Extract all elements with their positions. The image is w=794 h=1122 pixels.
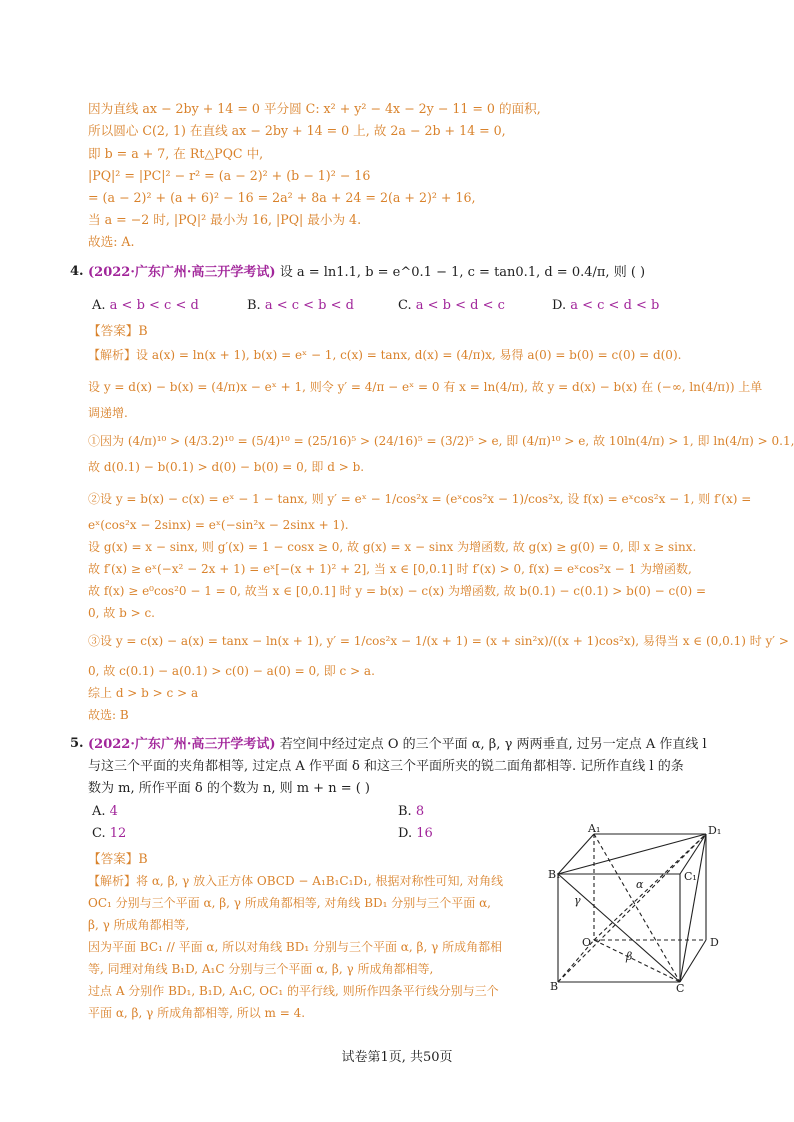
question-number: 5. xyxy=(70,736,84,751)
option-b[interactable]: B. 8 xyxy=(398,804,425,819)
analysis-line: 设 g(x) = x − sinx, 则 g′(x) = 1 − cosx ≥ 0, 故 g(x) = x − sinx 为增函数, 故 g(x) ≥ g(0) = 0, 即 x ≥ sinx. xyxy=(88,540,697,554)
answer-line xyxy=(88,850,148,868)
analysis-line: 综上 d > b > c > a xyxy=(88,686,199,700)
question-text: 若空间中经过定点 O 的三个平面 α, β, γ 两两垂直, 过另一定点 A 作直线 l xyxy=(279,737,707,752)
solution-line: |PQ|² = |PC|² − r² = (a − 2)² + (b − 1)² − 16 xyxy=(88,168,371,183)
label-d: D xyxy=(710,936,719,949)
analysis-line: 0, 故 c(0.1) − a(0.1) > c(0) − a(0) = 0, 即 c > a. xyxy=(88,664,375,678)
analysis-line: ③设 y = c(x) − a(x) = tanx − ln(x + 1), y′ = 1/cos²x − 1/(x + 1) = (x + sin²x)/((x + 1)cos²x), 易得当 x ∈ (0,0.1) 时 y′ > xyxy=(88,634,789,648)
option-d[interactable]: D. a < c < d < b xyxy=(552,298,660,313)
analysis-line: 等, 同理对角线 B₁D, A₁C 分别与三个平面 α, β, γ 所成角都相等, xyxy=(88,962,434,976)
question-text: 数为 m, 所作平面 δ 的个数为 n, 则 m + n = ( ) xyxy=(88,781,371,796)
solution-line: 因为直线 ax − 2by + 14 = 0 平分圆 C: x² + y² − 4x − 2y − 11 = 0 的面积, xyxy=(88,101,541,116)
analysis-line: 【解析】设 a(x) = ln(x + 1), b(x) = eˣ − 1, c(x) = tanx, d(x) = (4/π)x, 易得 a(0) = b(0) = c(0) = d(0). xyxy=(88,348,682,362)
label-c1: C₁ xyxy=(684,870,697,883)
label-beta: β xyxy=(626,950,633,963)
solution-line: 当 a = −2 时, |PQ|² 最小为 16, |PQ| 最小为 4. xyxy=(88,212,362,227)
analysis-line: 故 d(0.1) − b(0.1) > d(0) − b(0) = 0, 即 d > b. xyxy=(88,460,365,474)
question-number: 4. xyxy=(70,264,84,279)
option-d[interactable]: D. 16 xyxy=(398,826,433,841)
analysis-line: OC₁ 分别与三个平面 α, β, γ 所成角都相等, 对角线 BD₁ 分别与三个平面 α, xyxy=(88,896,491,910)
answer-value: B xyxy=(138,323,148,338)
analysis-line: 0, 故 b > c. xyxy=(88,606,155,620)
answer-label: 【答案】 xyxy=(88,851,139,866)
option-a[interactable]: A. a < b < c < d xyxy=(92,298,199,313)
analysis-line: 故 f(x) ≥ e⁰cos²0 − 1 = 0, 故当 x ∈ [0,0.1] 时 y = b(x) − c(x) 为增函数, 故 b(0.1) − c(0.1) > b(0) − c(0) = xyxy=(88,584,707,598)
solution-line: = (a − 2)² + (a + 6)² − 16 = 2a² + 8a + 24 = 2(a + 2)² + 16, xyxy=(88,190,476,205)
analysis-line: 调递增. xyxy=(88,406,128,420)
question-stem xyxy=(88,264,645,282)
cube-figure xyxy=(548,822,728,994)
analysis-line: ①因为 (4/π)¹⁰ > (4/3.2)¹⁰ = (5/4)¹⁰ = (25/16)⁵ > (24/16)⁵ = (3/2)⁵ > e, 即 (4/π)¹⁰ > e, 故 10ln(4/π) > 1, 即 ln(4/π) > 0.1, xyxy=(88,434,794,448)
analysis-line: 过点 A 分别作 BD₁, B₁D, A₁C, OC₁ 的平行线, 则所作四条平行线分别与三个 xyxy=(88,984,499,998)
option-c[interactable]: C. 12 xyxy=(92,826,127,841)
label-b: B xyxy=(550,980,559,993)
analysis-line: 故 f′(x) ≥ eˣ(−x² − 2x + 1) = eˣ[−(x + 1)² + 2], 当 x ∈ [0,0.1] 时 f′(x) > 0, f(x) = eˣcos²x − 1 为增函数, xyxy=(88,562,692,576)
label-d1: D₁ xyxy=(708,824,722,837)
answer-line xyxy=(88,322,148,340)
analysis-line: eˣ(cos²x − 2sinx) = eˣ(−sin²x − 2sinx + 1). xyxy=(88,518,349,532)
option-b[interactable]: B. a < c < b < d xyxy=(247,298,354,313)
label-alpha: α xyxy=(636,878,644,891)
analysis-line: β, γ 所成角都相等, xyxy=(88,918,190,932)
label-gamma: γ xyxy=(574,894,581,907)
option-c[interactable]: C. a < b < d < c xyxy=(398,298,505,313)
answer-label: 【答案】 xyxy=(88,323,139,338)
analysis-line: 设 y = d(x) − b(x) = (4/π)x − eˣ + 1, 则令 y′ = 4/π − eˣ = 0 有 x = ln(4/π), 故 y = d(x) − b(x) 在 (−∞, ln(4/π)) 上单 xyxy=(88,380,763,394)
analysis-line: 因为平面 BC₁ // 平面 α, 所以对角线 BD₁ 分别与三个平面 α, β, γ 所成角都相 xyxy=(88,940,503,954)
label-c: C xyxy=(676,982,685,994)
option-a[interactable]: A. 4 xyxy=(92,804,118,819)
solution-line: 即 b = a + 7, 在 Rt△PQC 中, xyxy=(88,146,264,161)
analysis-line: ②设 y = b(x) − c(x) = eˣ − 1 − tanx, 则 y′ = eˣ − 1/cos²x = (eˣcos²x − 1)/cos²x, 设 f(x) = eˣcos²x − 1, 则 f′(x) = xyxy=(88,492,752,506)
question-source: (2022·广东广州·高三开学考试) xyxy=(88,265,276,280)
analysis-line: 故选: B xyxy=(88,708,129,722)
question-source: (2022·广东广州·高三开学考试) xyxy=(88,737,276,752)
solution-line: 故选: A. xyxy=(88,234,135,249)
label-o: O xyxy=(582,936,592,949)
question-text: 设 a = ln1.1, b = e^0.1 − 1, c = tan0.1, d = 0.4/π, 则 ( ) xyxy=(279,265,646,280)
label-b1: B₁ xyxy=(548,868,561,881)
label-a1: A₁ xyxy=(588,822,601,835)
solution-line: 所以圆心 C(2, 1) 在直线 ax − 2by + 14 = 0 上, 故 2a − 2b + 14 = 0, xyxy=(88,123,506,138)
answer-value: B xyxy=(138,851,148,866)
analysis-line: 【解析】将 α, β, γ 放入正方体 OBCD − A₁B₁C₁D₁, 根据对称性可知, 对角线 xyxy=(88,874,504,888)
page-footer: 试卷第1页, 共50页 xyxy=(341,1050,453,1065)
analysis-line: 平面 α, β, γ 所成角都相等, 所以 m = 4. xyxy=(88,1006,306,1020)
question-stem xyxy=(88,736,707,754)
question-text: 与这三个平面的夹角都相等, 过定点 A 作平面 δ 和这三个平面所夹的锐二面角都相等. 记所作直线 l 的条 xyxy=(88,759,684,774)
